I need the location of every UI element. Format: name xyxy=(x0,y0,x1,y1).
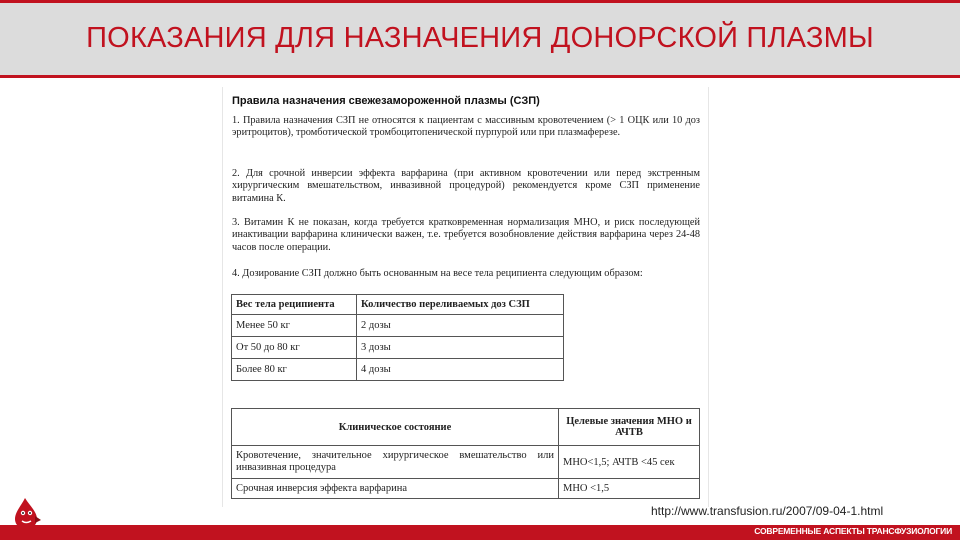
rule-2: 2. Для срочной инверсии эффекта варфарина (при активном кровотечении или перед экстренным хирургическим вмешательством, инвазивной процедурой) рекомендуется кроме СЗП применение витамина К. xyxy=(232,168,700,204)
slide-header xyxy=(0,0,960,78)
table-row xyxy=(232,446,700,479)
header-accent-line xyxy=(0,0,960,3)
table-header-row xyxy=(232,295,564,315)
table-cell: Более 80 кг xyxy=(232,359,357,381)
table-cell: От 50 до 80 кг xyxy=(232,337,357,359)
footer-text: СОВРЕМЕННЫЕ АСПЕКТЫ ТРАНСФУЗИОЛОГИИ xyxy=(754,526,952,536)
document-heading: Правила назначения свежезамороженной плазмы (СЗП) xyxy=(232,95,540,107)
table-cell: МНО <1,5 xyxy=(559,479,700,499)
table-cell: 2 дозы xyxy=(357,315,564,337)
slide-title: ПОКАЗАНИЯ ДЛЯ НАЗНАЧЕНИЯ ДОНОРСКОЙ ПЛАЗМЫ xyxy=(86,22,874,54)
rule-3: 3. Витамин К не показан, когда требуется кратковременная нормализация МНО, и риск последующей инактивации варфарина клинически важен, т.е. требуется возобновление действия варфарина через 24-48 часов после операции. xyxy=(232,217,700,253)
table-row xyxy=(232,479,700,499)
table-row xyxy=(232,359,564,381)
table-cell: 3 дозы xyxy=(357,337,564,359)
target-table xyxy=(231,408,700,499)
table-cell: Кровотечение, значительное хирургическое вмешательство или инвазивная процедура xyxy=(232,446,559,479)
table-header-cell: Клиническое состояние xyxy=(232,409,559,446)
footer-bar xyxy=(0,525,960,540)
source-link[interactable]: http://www.transfusion.ru/2007/09-04-1.html xyxy=(651,504,884,518)
table-cell: Срочная инверсия эффекта варфарина xyxy=(232,479,559,499)
table-header-cell: Вес тела реципиента xyxy=(232,295,357,315)
table-cell: Менее 50 кг xyxy=(232,315,357,337)
table-row xyxy=(232,315,564,337)
table-header-row xyxy=(232,409,700,446)
document-scan xyxy=(222,87,709,507)
table-cell: 4 дозы xyxy=(357,359,564,381)
table-cell: МНО<1,5; АЧТВ <45 сек xyxy=(559,446,700,479)
rule-1: 1. Правила назначения СЗП не относятся к пациентам с массивным кровотечением (> 1 ОЦК или 10 доз эритроцитов), тромботической тромбоцитопенической пурпурой или при плазмаферезе. xyxy=(232,115,700,139)
table-header-cell: Целевые значения МНО и АЧТВ xyxy=(559,409,700,446)
rule-4: 4. Дозирование СЗП должно быть основанным на весе тела реципиента следующим образом: xyxy=(232,268,643,279)
dose-table xyxy=(231,294,564,381)
table-header-cell: Количество переливаемых доз СЗП xyxy=(357,295,564,315)
table-row xyxy=(232,337,564,359)
